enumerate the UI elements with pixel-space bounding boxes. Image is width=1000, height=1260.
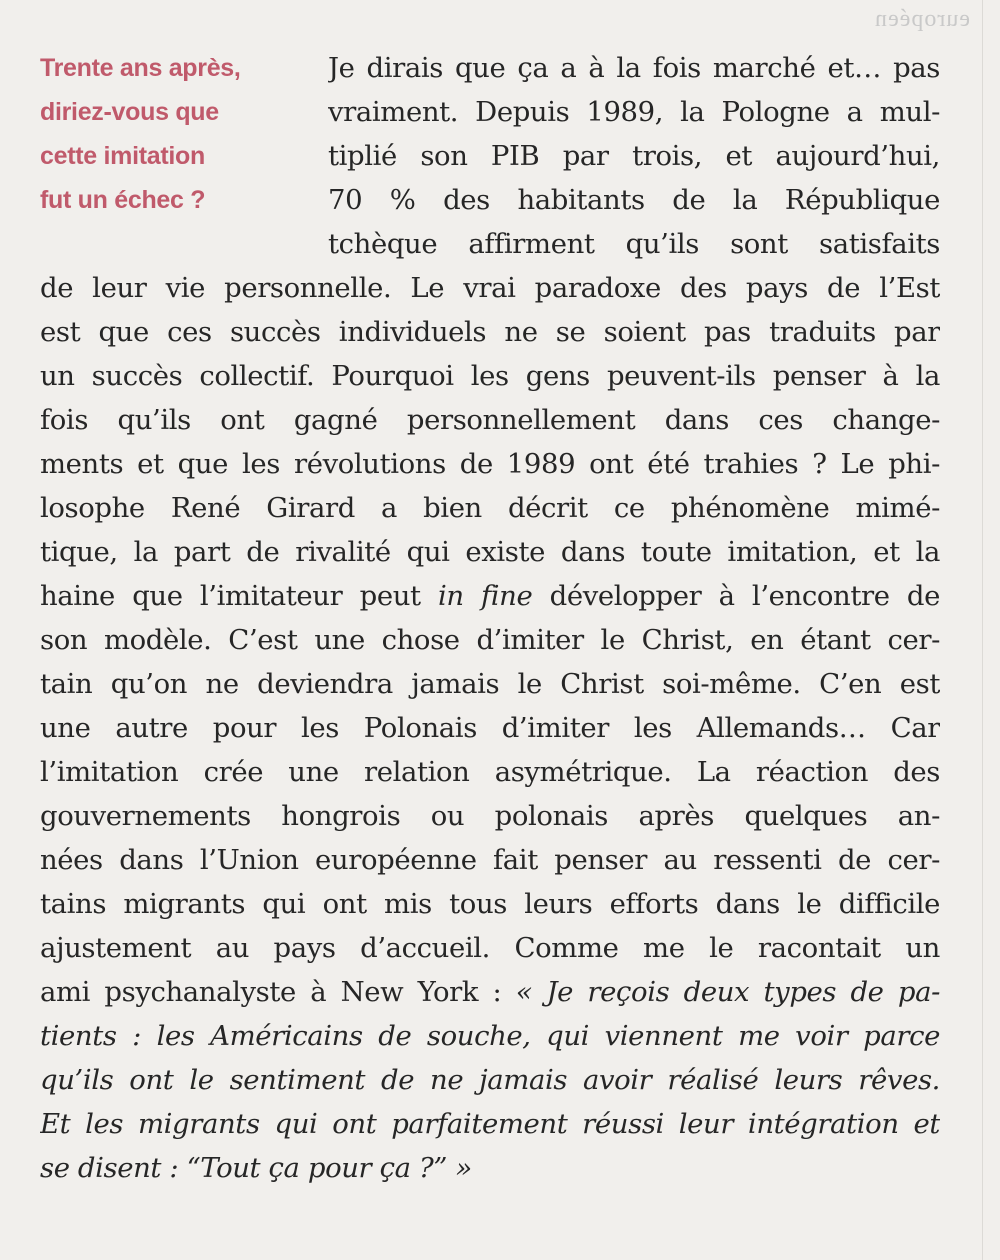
question-line: Trente ans après, [40, 54, 241, 82]
body-line: une autre pour les Polonais d’imiter les Allemands… Car [40, 712, 940, 744]
body-line: nées dans l’Union européenne fait penser au ressenti de cer- [40, 844, 940, 876]
question-line: fut un échec ? [40, 186, 206, 214]
body-line [40, 1058, 940, 1102]
body-line: tains migrants qui ont mis tous leurs efforts dans le difficile [40, 888, 940, 920]
italic-quote: tients : les Américains de souche, qui viennent me voir parce [40, 1020, 940, 1052]
question-line: diriez-vous que [40, 98, 219, 126]
body-line: gouvernements hongrois ou polonais après quelques an- [40, 800, 940, 832]
body-line: un succès collectif. Pourquoi les gens peuvent-ils penser à la [40, 360, 940, 392]
italic-quote: Et les migrants qui ont parfaitement réussi leur intégration et [40, 1108, 940, 1140]
body-line: tique, la part de rivalité qui existe dans toute imitation, et la [40, 536, 940, 568]
body-line: ami psychanalyste à New York : « Je reçois deux types de pa- [40, 976, 940, 1008]
italic-phrase: in fine [437, 580, 533, 612]
body-line: l’imitation crée une relation asymétrique. La réaction des [40, 756, 940, 788]
body-line: haine que l’imitateur peut in fine développer à l’encontre de [40, 580, 940, 612]
body-line: tain qu’on ne deviendra jamais le Christ soi-même. C’en est [40, 668, 940, 700]
body-line [40, 1102, 940, 1146]
body-line: de leur vie personnelle. Le vrai paradoxe des pays de l’Est [40, 272, 940, 304]
bleed-through-text: européen [874, 6, 970, 32]
interview-question [40, 46, 310, 222]
body-line: son modèle. C’est une chose d’imiter le Christ, en étant cer- [40, 624, 940, 656]
body-line [40, 1146, 940, 1190]
body-line: fois qu’ils ont gagné personnellement dans ces change- [40, 404, 940, 436]
italic-quote: qu’ils ont le sentiment de ne jamais avoir réalisé leurs rêves. [40, 1064, 940, 1096]
body-line: tchèque affirment qu’ils sont satisfaits [328, 228, 940, 260]
question-line: cette imitation [40, 142, 205, 170]
body-line: ajustement au pays d’accueil. Comme me le racontait un [40, 932, 940, 964]
body-line: vraiment. Depuis 1989, la Pologne a mul- [328, 96, 940, 128]
body-line: est que ces succès individuels ne se soient pas traduits par [40, 316, 940, 348]
body-line: Je dirais que ça a à la fois marché et… pas [328, 52, 940, 84]
body-line: ments et que les révolutions de 1989 ont été trahies ? Le phi- [40, 448, 940, 480]
page-edge-shadow [982, 0, 983, 1260]
body-line: 70 % des habitants de la République [328, 184, 940, 216]
body-line: tiplié son PIB par trois, et aujourd’hui, [328, 140, 940, 172]
body-line [40, 1014, 940, 1058]
body-line: losophe René Girard a bien décrit ce phénomène mimé- [40, 492, 940, 524]
italic-quote: « Je reçois deux types de pa- [515, 976, 940, 1008]
italic-quote: se disent : “Tout ça pour ça ?” » [40, 1152, 472, 1184]
